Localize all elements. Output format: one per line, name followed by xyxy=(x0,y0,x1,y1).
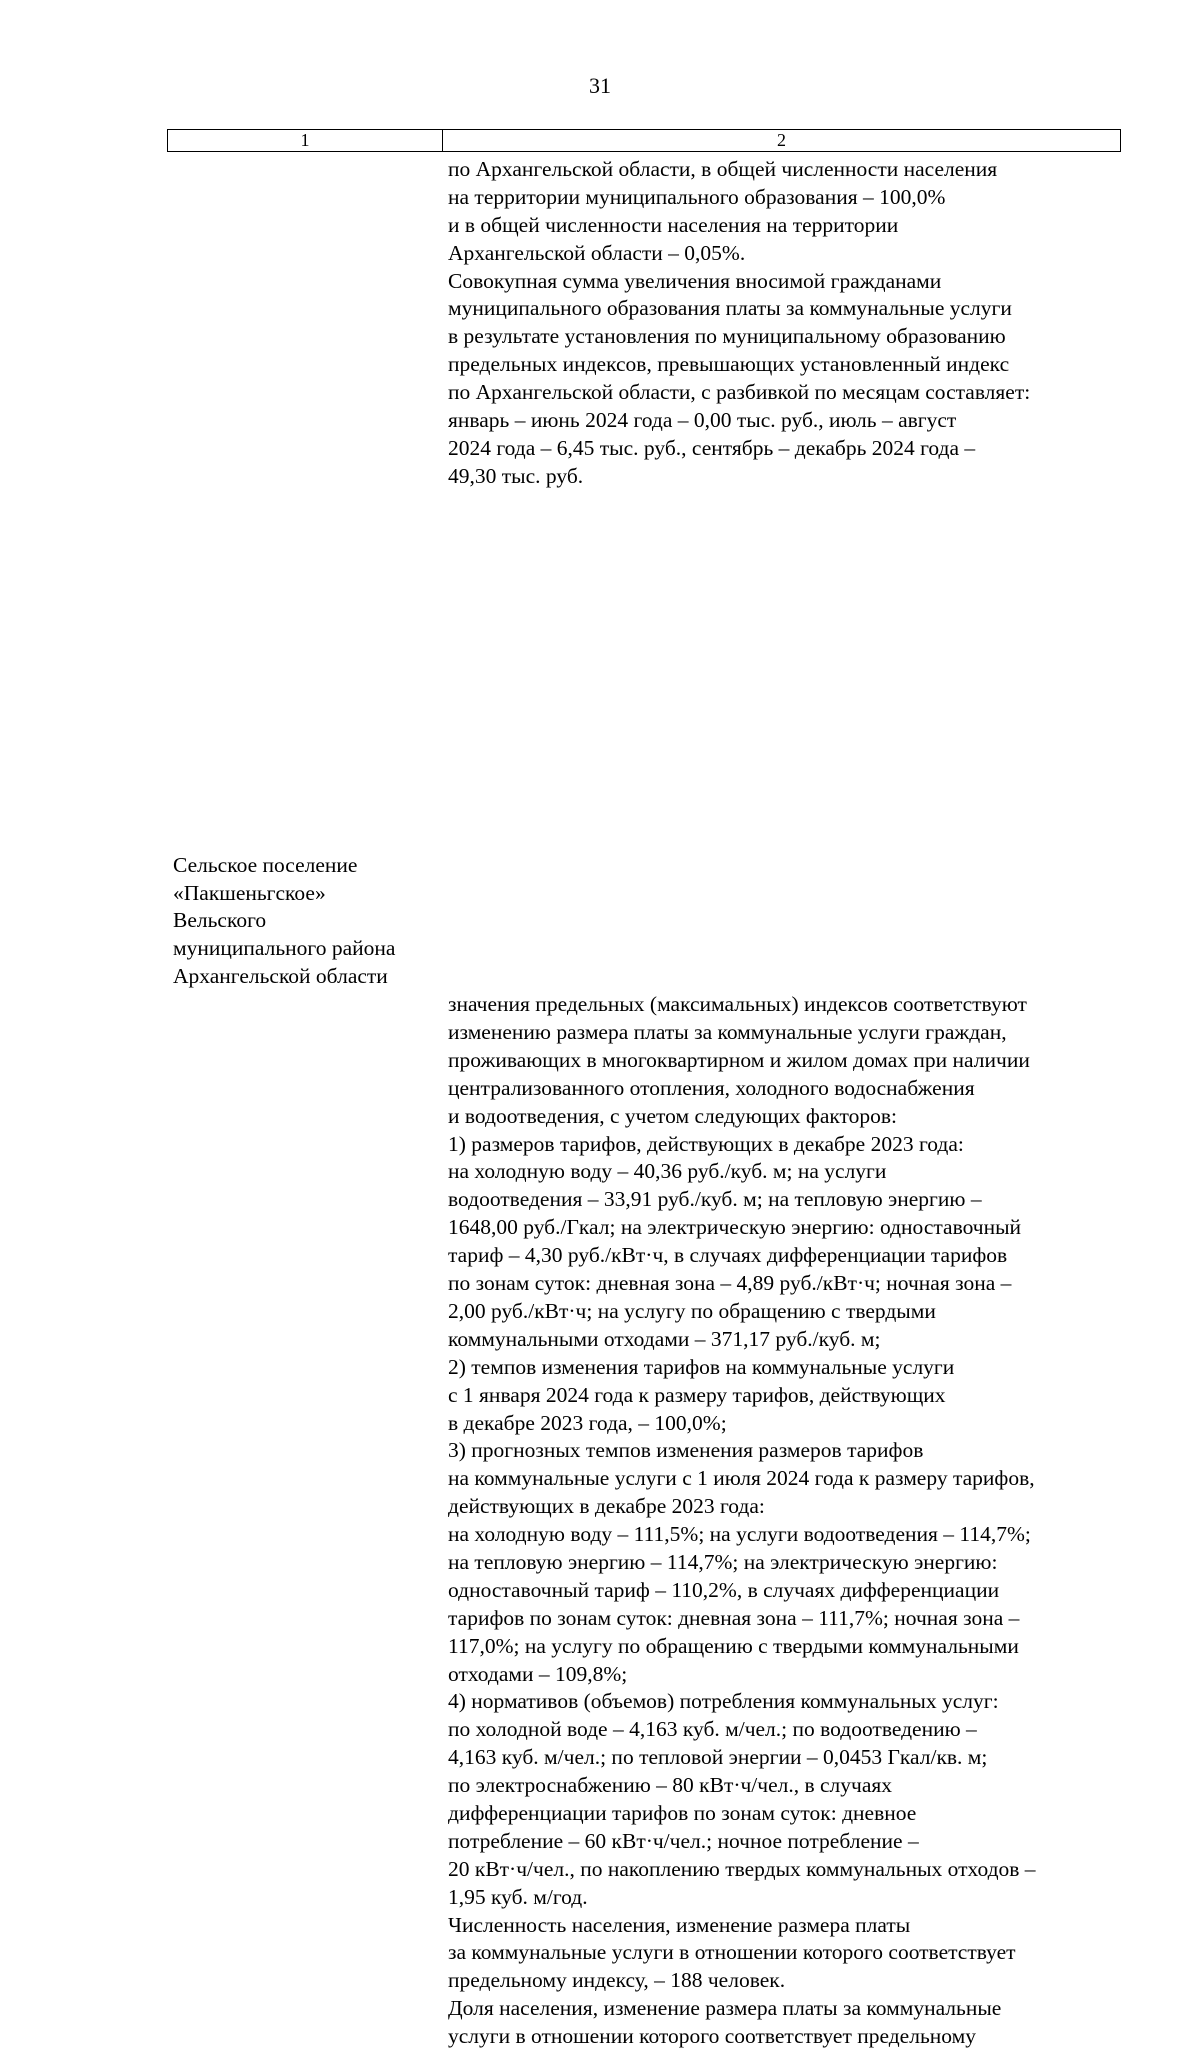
continuation-text-line: Совокупная сумма увеличения вносимой гражданами xyxy=(448,268,942,293)
table-header-row xyxy=(167,129,1121,152)
entity-text-line: на тепловую энергию – 114,7%; на электрическую энергию: xyxy=(448,1549,998,1574)
entity-text-line: по электроснабжению – 80 кВт·ч/чел., в случаях xyxy=(448,1773,893,1798)
entity-text-line: 1648,00 руб./Гкал; на электрическую энергию: одноставочный xyxy=(448,1215,1022,1240)
entity-text-line: 2) темпов изменения тарифов на коммунальные услуги xyxy=(448,1354,955,1379)
continuation-text xyxy=(448,155,1128,490)
entity-text-line: централизованного отопления, холодного водоснабжения xyxy=(448,1075,975,1100)
entity-text-line: изменению размера платы за коммунальные услуги граждан, xyxy=(448,1020,1007,1045)
entity-text-line: отходами – 109,8%; xyxy=(448,1661,628,1686)
entity-text-line: в декабре 2023 года, – 100,0%; xyxy=(448,1410,727,1435)
entity-text-line: по холодной воде – 4,163 куб. м/чел.; по водоотведению – xyxy=(448,1717,977,1742)
continuation-text-line: 49,30 тыс. руб. xyxy=(448,463,584,488)
entity-name-line: Архангельской области xyxy=(173,964,388,989)
entity-text-line: по зонам суток: дневная зона – 4,89 руб./кВт·ч; ночная зона – xyxy=(448,1271,1012,1296)
continuation-text-line: предельных индексов, превышающих установленный индекс xyxy=(448,352,1010,377)
entity-text-line: 20 кВт·ч/чел., по накоплению твердых коммунальных отходов – xyxy=(448,1856,1036,1881)
entity-text-line: и водоотведения, с учетом следующих факторов: xyxy=(448,1103,898,1128)
continuation-text-line: 2024 года – 6,45 тыс. руб., сентябрь – декабрь 2024 года – xyxy=(448,435,976,460)
entity-text-line: значения предельных (максимальных) индексов соответствуют xyxy=(448,992,1027,1017)
entity-text-line: Численность населения, изменение размера платы xyxy=(448,1912,911,1937)
entity-text-line: водоотведения – 33,91 руб./куб. м; на тепловую энергию – xyxy=(448,1187,982,1212)
entity-text-line: потребление – 60 кВт·ч/чел.; ночное потребление – xyxy=(448,1828,919,1853)
entity-name xyxy=(173,851,443,990)
continuation-text-line: и в общей численности населения на территории xyxy=(448,212,899,237)
entity-text-line: на коммунальные услуги с 1 июля 2024 года к размеру тарифов, xyxy=(448,1466,1035,1491)
entity-text-line: дифференциации тарифов по зонам суток: дневное xyxy=(448,1800,917,1825)
entity-text-line: тарифов по зонам суток: дневная зона – 111,7%; ночная зона – xyxy=(448,1605,1020,1630)
page-number: 31 xyxy=(589,73,611,98)
entity-text-line: услуги в отношении которого соответствует предельному xyxy=(448,2024,976,2049)
entity-text-line: предельному индексу, – 188 человек. xyxy=(448,1968,786,1993)
entity-text-line: тариф – 4,30 руб./кВт·ч, в случаях дифференциации тарифов xyxy=(448,1243,1008,1268)
entity-text-line: 1) размеров тарифов, действующих в декабре 2023 года: xyxy=(448,1131,964,1156)
table-header-col-1: 1 xyxy=(168,130,443,151)
continuation-text-line: Архангельской области – 0,05%. xyxy=(448,240,746,265)
entity-text-line: 117,0%; на услугу по обращению с твердыми коммунальными xyxy=(448,1633,1019,1658)
continuation-text-line: по Архангельской области, с разбивкой по месяцам составляет: xyxy=(448,380,1031,405)
continuation-text-line: муниципального образования платы за коммунальные услуги xyxy=(448,296,1012,321)
entity-text-line: одноставочный тариф – 110,2%, в случаях дифференциации xyxy=(448,1577,1000,1602)
entity-name-line: Вельского xyxy=(173,908,267,933)
entity-text-line: Доля населения, изменение размера платы за коммунальные xyxy=(448,1996,1002,2021)
entity-name-line: «Пакшеньгское» xyxy=(173,880,326,905)
entity-text-line: коммунальными отходами – 371,17 руб./куб. м; xyxy=(448,1326,881,1351)
entity-text-line: за коммунальные услуги в отношении которого соответствует xyxy=(448,1940,1016,1965)
continuation-text-line: январь – июнь 2024 года – 0,00 тыс. руб., июль – август xyxy=(448,408,957,433)
entity-text-line: действующих в декабре 2023 года: xyxy=(448,1494,765,1519)
entity-text-line: 4) нормативов (объемов) потребления коммунальных услуг: xyxy=(448,1689,999,1714)
entity-text-line: 3) прогнозных темпов изменения размеров тарифов xyxy=(448,1438,924,1463)
entity-text-line: 1,95 куб. м/год. xyxy=(448,1884,588,1909)
entity-name-line: Сельское поселение xyxy=(173,852,358,877)
continuation-text-line: в результате установления по муниципальному образованию xyxy=(448,324,1006,349)
continuation-text-line: по Архангельской области, в общей численности населения xyxy=(448,157,998,181)
entity-text-line: проживающих в многоквартирном и жилом домах при наличии xyxy=(448,1047,1030,1072)
entity-name-line: муниципального района xyxy=(173,936,396,961)
entity-text xyxy=(448,990,1128,2050)
entity-text-line: с 1 января 2024 года к размеру тарифов, действующих xyxy=(448,1382,946,1407)
entity-text-line: 2,00 руб./кВт·ч; на услугу по обращению с твердыми xyxy=(448,1298,936,1323)
continuation-text-line: на территории муниципального образования – 100,0% xyxy=(448,184,946,209)
entity-text-line: на холодную воду – 40,36 руб./куб. м; на услуги xyxy=(448,1159,887,1184)
entity-text-line: 4,163 куб. м/чел.; по тепловой энергии – 0,0453 Гкал/кв. м; xyxy=(448,1745,988,1770)
entity-text-line: на холодную воду – 111,5%; на услуги водоотведения – 114,7%; xyxy=(448,1522,1031,1547)
table-header-col-2: 2 xyxy=(777,130,786,150)
